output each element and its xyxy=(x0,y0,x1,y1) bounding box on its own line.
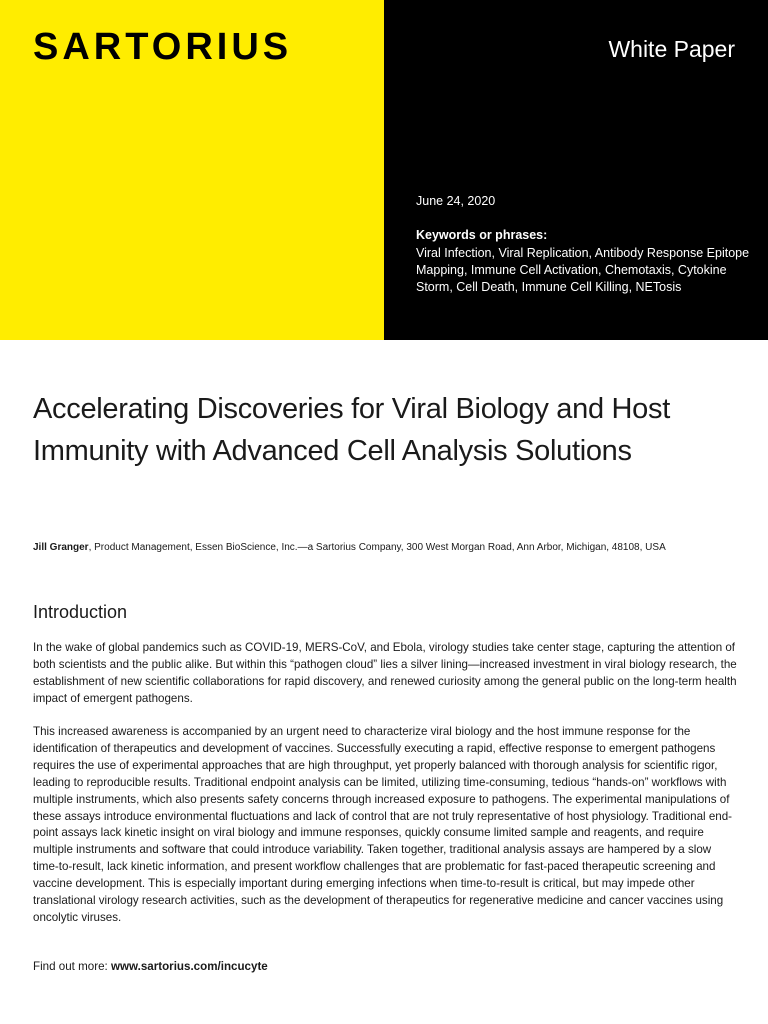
find-out-more-label: Find out more: xyxy=(33,960,111,973)
body-paragraph: This increased awareness is accompanied by an urgent need to characterize viral biology and the host immune response for the identification of therapeutics and development of vaccines. Successfully executing a rapid, effective response to emergent pathogens requires the use of experimental approaches that are high throughput, yet properly balanced with thorough analysis for scientific rigor, leading to reproducible results. Traditional endpoint analysis can be limited, utilizing time-consuming, tedious “hands-on” workflows with multiple instruments, which also presents safety concerns through increased exposure to pathogens. The experimental manipulations of these assays introduce environmental fluctuations and lack of control that are not truly representative of host physiology. Traditional end-point assays lack kinetic insight on viral biology and immune responses, quickly consume limited sample and reagents, and require multiple instruments and software that could introduce variability. Taken together, traditional analysis assays are hampered by a slow time-to-result, lack kinetic information, and present workflow challenges that are problematic for fast-paced therapeutic screening and vaccine development. This is especially important during emerging infections when time-to-result is critical, but may impede other translational virology research activities, such as the development of therapeutics for regenerative medicine and cancer vaccines using oncolytic viruses. xyxy=(33,725,733,924)
author-affiliation: , Product Management, Essen BioScience, Inc.—a Sartorius Company, 300 West Morgan Road, Ann Arbor, Michigan, 48108, USA xyxy=(88,542,666,553)
document-type-label: White Paper xyxy=(608,36,735,62)
incucyte-link[interactable]: www.sartorius.com/incucyte xyxy=(110,960,268,973)
section-heading-introduction: Introduction xyxy=(33,602,128,622)
keywords-list: Viral Infection, Viral Replication, Antibody Response Epitope Mapping, Immune Cell Activation, Chemotaxis, Cytokine Storm, Cell Death, Immune Cell Killing, NETosis xyxy=(416,246,750,294)
publication-date: June 24, 2020 xyxy=(416,194,496,208)
sartorius-logo: SARTORIUS xyxy=(33,26,293,68)
body-paragraph: In the wake of global pandemics such as COVID-19, MERS-CoV, and Ebola, virology studies take center stage, capturing the attention of both scientists and the public alike. But within this “pathogen cloud” lies a silver lining—increased investment in viral biology research, the establishment of new scientific collaborations for rapid discovery, and renewed curiosity among the general public on the long-term health impact of emergent pathogens. xyxy=(33,641,737,705)
author-line xyxy=(33,542,753,553)
yellow-panel xyxy=(0,0,384,340)
author-name: Jill Granger xyxy=(33,542,89,553)
find-out-more xyxy=(33,960,268,973)
black-panel xyxy=(384,0,768,340)
header-band xyxy=(0,0,768,340)
keywords-heading: Keywords or phrases: xyxy=(416,228,548,242)
article-title: Accelerating Discoveries for Viral Biology and Host Immunity with Advanced Cell Analysis Solutions xyxy=(33,393,670,467)
